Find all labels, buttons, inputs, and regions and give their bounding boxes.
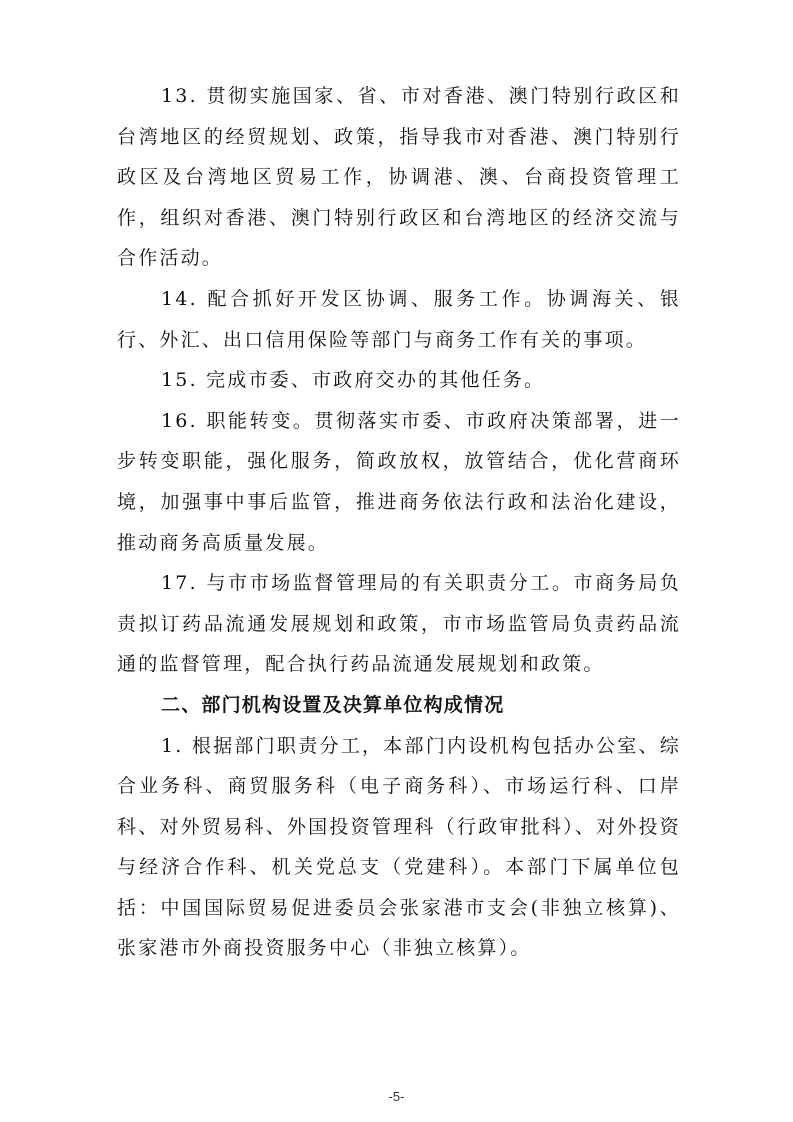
section-heading: 二、部门机构设置及决算单位构成情况	[161, 693, 505, 716]
paragraph-17: 17. 与市市场监督管理局的有关职责分工。市商务局负责拟订药品流通发展规划和政策，市市场监管局负责药品流通的监督管理，配合执行药品流通发展规划和政策。	[117, 572, 681, 676]
page-number: -5-	[388, 1089, 405, 1104]
paragraph-16: 16. 职能转变。贯彻落实市委、市政府决策部署，进一步转变职能，强化服务，简政放权，放管结合，优化营商环境，加强事中事后监管，推进商务依法行政和法治化建设，推动商务高质量发展。	[117, 409, 681, 554]
paragraph-13: 13. 贯彻实施国家、省、市对香港、澳门特别行政区和台湾地区的经贸规划、政策，指导我市对香港、澳门特别行政区及台湾地区贸易工作，协调港、澳、台商投资管理工作，组织对香港、澳门特别行政区和台湾地区的经济交流与合作活动。	[117, 85, 681, 270]
paragraph-15: 15. 完成市委、市政府交办的其他任务。	[161, 369, 546, 392]
section-2-paragraph-1: 1. 根据部门职责分工，本部门内设机构包括办公室、综合业务科、商贸服务科（电子商务科）、市场运行科、口岸科、对外贸易科、外国投资管理科（行政审批科）、对外投资与经济合作科、机关党总支（党建科）。本部门下属单位包括：中国国际贸易促进委员会张家港市支会(非独立核算)、张家港市外商投资服务中心（非独立核算）。	[117, 734, 681, 960]
paragraph-14: 14. 配合抓好开发区协调、服务工作。协调海关、银行、外汇、出口信用保险等部门与商务工作有关的事项。	[117, 287, 681, 351]
document-body	[117, 76, 681, 969]
